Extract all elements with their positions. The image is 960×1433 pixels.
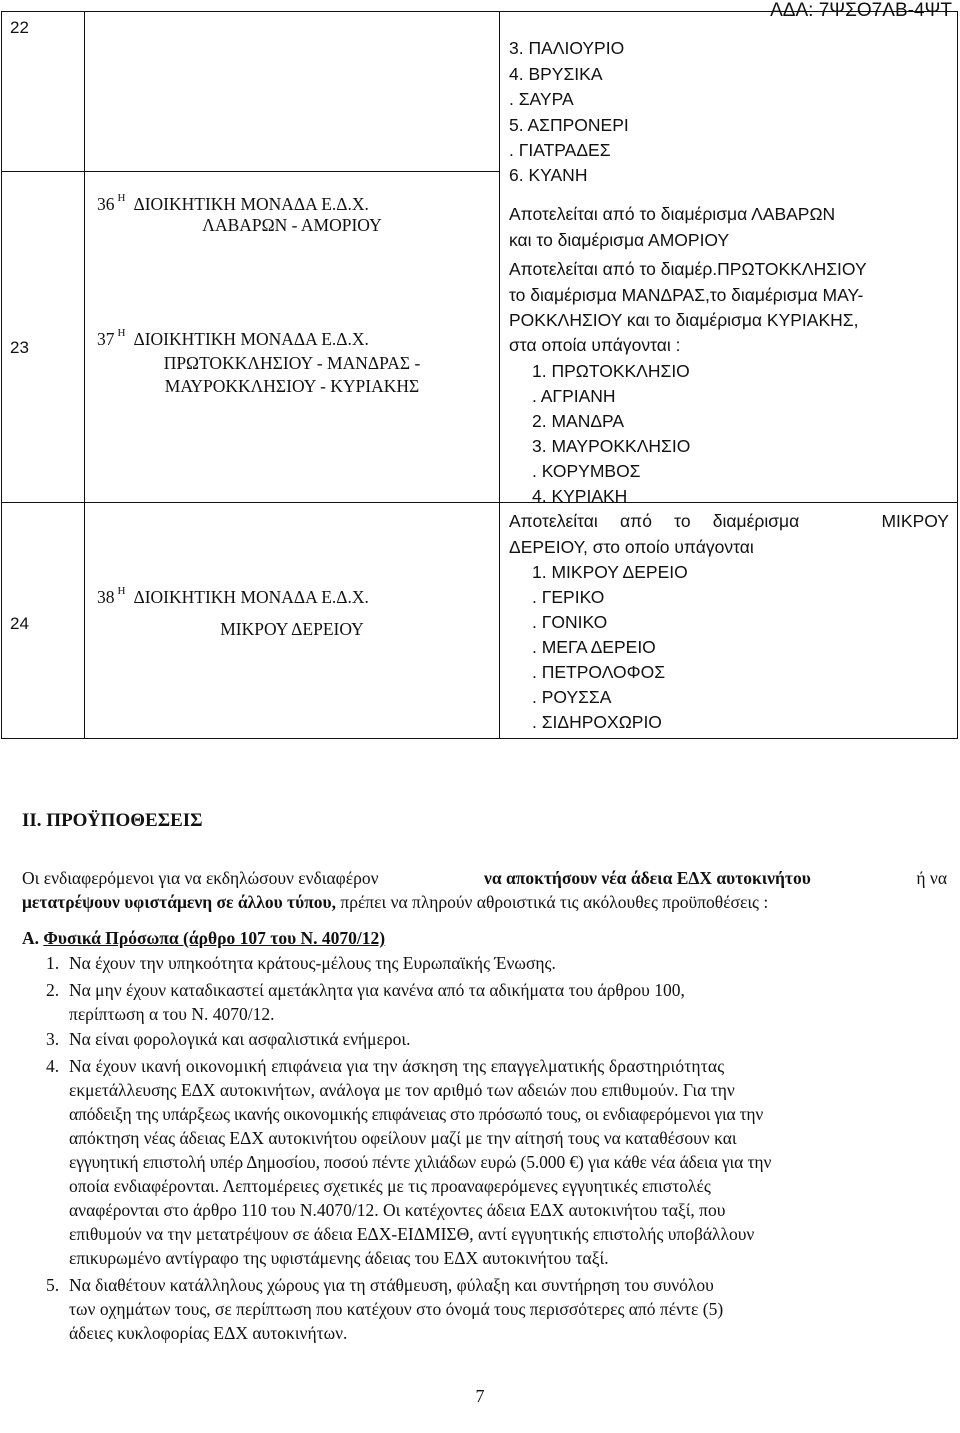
description-line: ΔΕΡΕΙΟΥ, στο οποίο υπάγονται [509,537,754,557]
list-item: 6. ΚΥΑΝΗ [509,165,588,185]
unit-name: ΜΙΚΡΟΥ ΔΕΡΕΙΟΥ [220,619,364,639]
list-item: . ΓΕΡΙΚΟ [532,587,605,607]
item-text: απόκτηση νέας άδειας ΕΔΧ αυτοκινήτου οφείλουν μαζί με την αίτησή τους να καταθέσουν και [69,1128,737,1148]
item-text: εγγυητική επιστολή υπέρ Δημοσίου, ποσού πέντε χιλιάδων ευρώ (5.000 €) για κάθε νέα άδεια για την [69,1152,772,1172]
item-text: εκμετάλλευσης ΕΔΧ αυτοκινήτων, ανάλογα με τον αριθμό των αδειών που επιθυμούν. Για την [69,1080,735,1100]
row-number-cell [2,503,85,739]
list-item: . ΜΕΓΑ ΔΕΡΕΙΟ [532,637,656,657]
item-text: των οχημάτων τους, σε περίπτωση που κατέχουν στο όνομά τους περισσότερες από πέντε (5) [69,1299,724,1319]
item-text: Να διαθέτουν κατάλληλους χώρους για τη στάθμευση, φύλαξη και συντήρηση του συνόλου [69,1275,714,1295]
item-number: 2. [46,980,60,1000]
item-text: οποία ενδιαφέρονται. Λεπτομέρειες σχετικές με τις προαναφερόμενες εγγυητικές επιστολές [69,1176,711,1196]
item-text: Να έχουν την υπηκοότητα κράτους-μέλους της Ευρωπαϊκής Ένωσης. [69,953,556,973]
section-title: ΙΙ. ΠΡΟΫΠΟΘΕΣΕΙΣ [22,810,203,831]
list-item: 4. ΒΡΥΣΙΚΑ [509,64,603,84]
list-item: . ΑΓΡΙΑΝΗ [532,386,616,406]
description-cell [500,12,958,506]
units-table [1,11,958,739]
description-line: Αποτελείται από το διαμέρισμα ΜΙΚΡΟΥ [509,511,949,531]
list-item: . ΠΕΤΡΟΛΟΦΟΣ [532,662,666,682]
description-line: Αποτελείται από το διαμέρισμα ΛΑΒΑΡΩΝ [509,204,836,224]
list-item: 3. ΜΑΥΡΟΚΚΛΗΣΙΟ [532,436,691,456]
item-text: Να είναι φορολογικά και ασφαλιστικά ενήμεροι. [69,1029,411,1049]
list-item: . ΣΙΔΗΡΟΧΩΡΙΟ [532,712,662,732]
list-item: 4. ΚΥΡΙΑΚΗ [532,486,628,506]
description-line: και το διαμέρισμα ΑΜΟΡΙΟΥ [509,230,730,250]
unit-name-cell [85,503,500,739]
subsection-heading: Α. Φυσικά Πρόσωπα (άρθρο 107 του Ν. 4070/12) [22,928,386,948]
list-item: . ΚΟΡΥΜΒΟΣ [532,461,641,481]
unit-name: ΛΑΒΑΡΩΝ - ΑΜΟΡΙΟΥ [202,215,382,235]
table-row [2,503,958,739]
unit-name-line2: ΜΑΥΡΟΚΚΛΗΣΙΟΥ - ΚΥΡΙΑΚΗΣ [164,376,420,396]
item-number: 3. [46,1029,60,1049]
list-item: . ΣΑΥΡΑ [509,89,574,109]
unit-name: ΠΡΩΤΟΚΚΛΗΣΙΟΥ - ΜΑΝΔΡΑΣ - [163,353,421,373]
item-text: άδειες κυκλοφορίας ΕΔΧ αυτοκινήτων. [69,1323,348,1343]
item-text: Να έχουν ικανή οικονομική επιφάνεια για την άσκηση της επαγγελματικής δραστηριότητας [69,1056,725,1076]
list-item: 2. ΜΑΝΔΡΑ [532,411,625,431]
row-number-cell [2,172,85,503]
item-text: αναφέρονται στο άρθρο 110 του Ν.4070/12. Οι κατέχοντες άδεια ΕΔΧ αυτοκινήτου ταξί, που [69,1200,726,1220]
row-number: 24 [10,614,29,633]
description-line: ΡΟΚΚΛΗΣΙΟΥ και το διαμέρισμα ΚΥΡΙΑΚΗΣ, [509,310,859,330]
table-row [2,12,958,172]
ada-code: ΑΔΑ: 7ΨΣΟ7ΛΒ-4ΨΤ [770,0,952,21]
row-number: 22 [10,18,29,37]
unit-title: 37 $^H$ ΔΙΟΙΚΗΤΙΚΗ ΜΟΝΑΔΑ Ε.Δ.Χ. [97,327,369,349]
list-item: . ΓΟΝΙΚΟ [532,612,608,632]
description-cell [500,503,958,739]
unit-name-cell [85,172,500,503]
description-line: Αποτελείται από το διαμέρ.ΠΡΩΤΟΚΚΛΗΣΙΟΥ [509,259,867,279]
description-line: το διαμέρισμα ΜΑΝΔΡΑΣ,το διαμέρισμα ΜΑΥ- [509,285,864,305]
item-text: επιθυμούν να την μετατρέψουν σε άδεια ΕΔΧ-ΕΙΔΜΙΣΘ, αντί εγγυητικής επιστολής υποβάλλουν [69,1224,755,1244]
list-item: . ΡΟΥΣΣΑ [532,687,612,707]
item-number: 5. [46,1275,60,1295]
unit-title: 38 $^H$ ΔΙΟΙΚΗΤΙΚΗ ΜΟΝΑΔΑ Ε.Δ.Χ. [97,585,369,607]
item-text: περίπτωση α του Ν. 4070/12. [69,1004,275,1024]
unit-title: 36 $^H$ ΔΙΟΙΚΗΤΙΚΗ ΜΟΝΑΔΑ Ε.Δ.Χ. [97,192,369,214]
item-number: 4. [46,1056,60,1076]
list-item: 1. ΜΙΚΡΟΥ ΔΕΡΕΙΟ [532,562,688,582]
item-text: απόδειξη της υπάρξεως ικανής οικονομικής επιφάνειας στο πρόσωπό τους, οι ενδιαφερόμενοι για την [69,1104,764,1124]
list-item: 5. ΑΣΠΡΟΝΕΡΙ [509,115,629,135]
list-item: . ΓΙΑΤΡΑΔΕΣ [509,140,611,160]
page-number: 7 [475,1386,485,1406]
item-number: 1. [46,953,60,973]
description-line: στα οποία υπάγονται : [509,335,681,355]
row-number: 23 [10,338,29,357]
row-number-cell [2,12,85,172]
unit-name-cell [85,12,500,235]
intro-line: Οι ενδιαφερόμενοι για να εκδηλώσουν ενδιαφέρον να αποκτήσουν νέα άδεια ΕΔΧ αυτοκινήτου ή να [22,868,947,888]
list-item: 1. ΠΡΩΤΟΚΚΛΗΣΙΟ [532,361,690,381]
item-text: επικυρωμένο αντίγραφο της υφιστάμενης άδειας του ΕΔΧ αυτοκινήτου ταξί. [69,1248,609,1268]
item-text: Να μην έχουν καταδικαστεί αμετάκλητα για κανένα από τα αδικήματα του άρθρου 100, [69,980,685,1000]
intro-line: μετατρέψουν υφιστάμενη σε άλλου τύπου, πρέπει να πληρούν αθροιστικά τις ακόλουθες προϋποθέσεις : [22,892,769,912]
list-item: 3. ΠΑΛΙΟΥΡΙΟ [509,38,625,58]
